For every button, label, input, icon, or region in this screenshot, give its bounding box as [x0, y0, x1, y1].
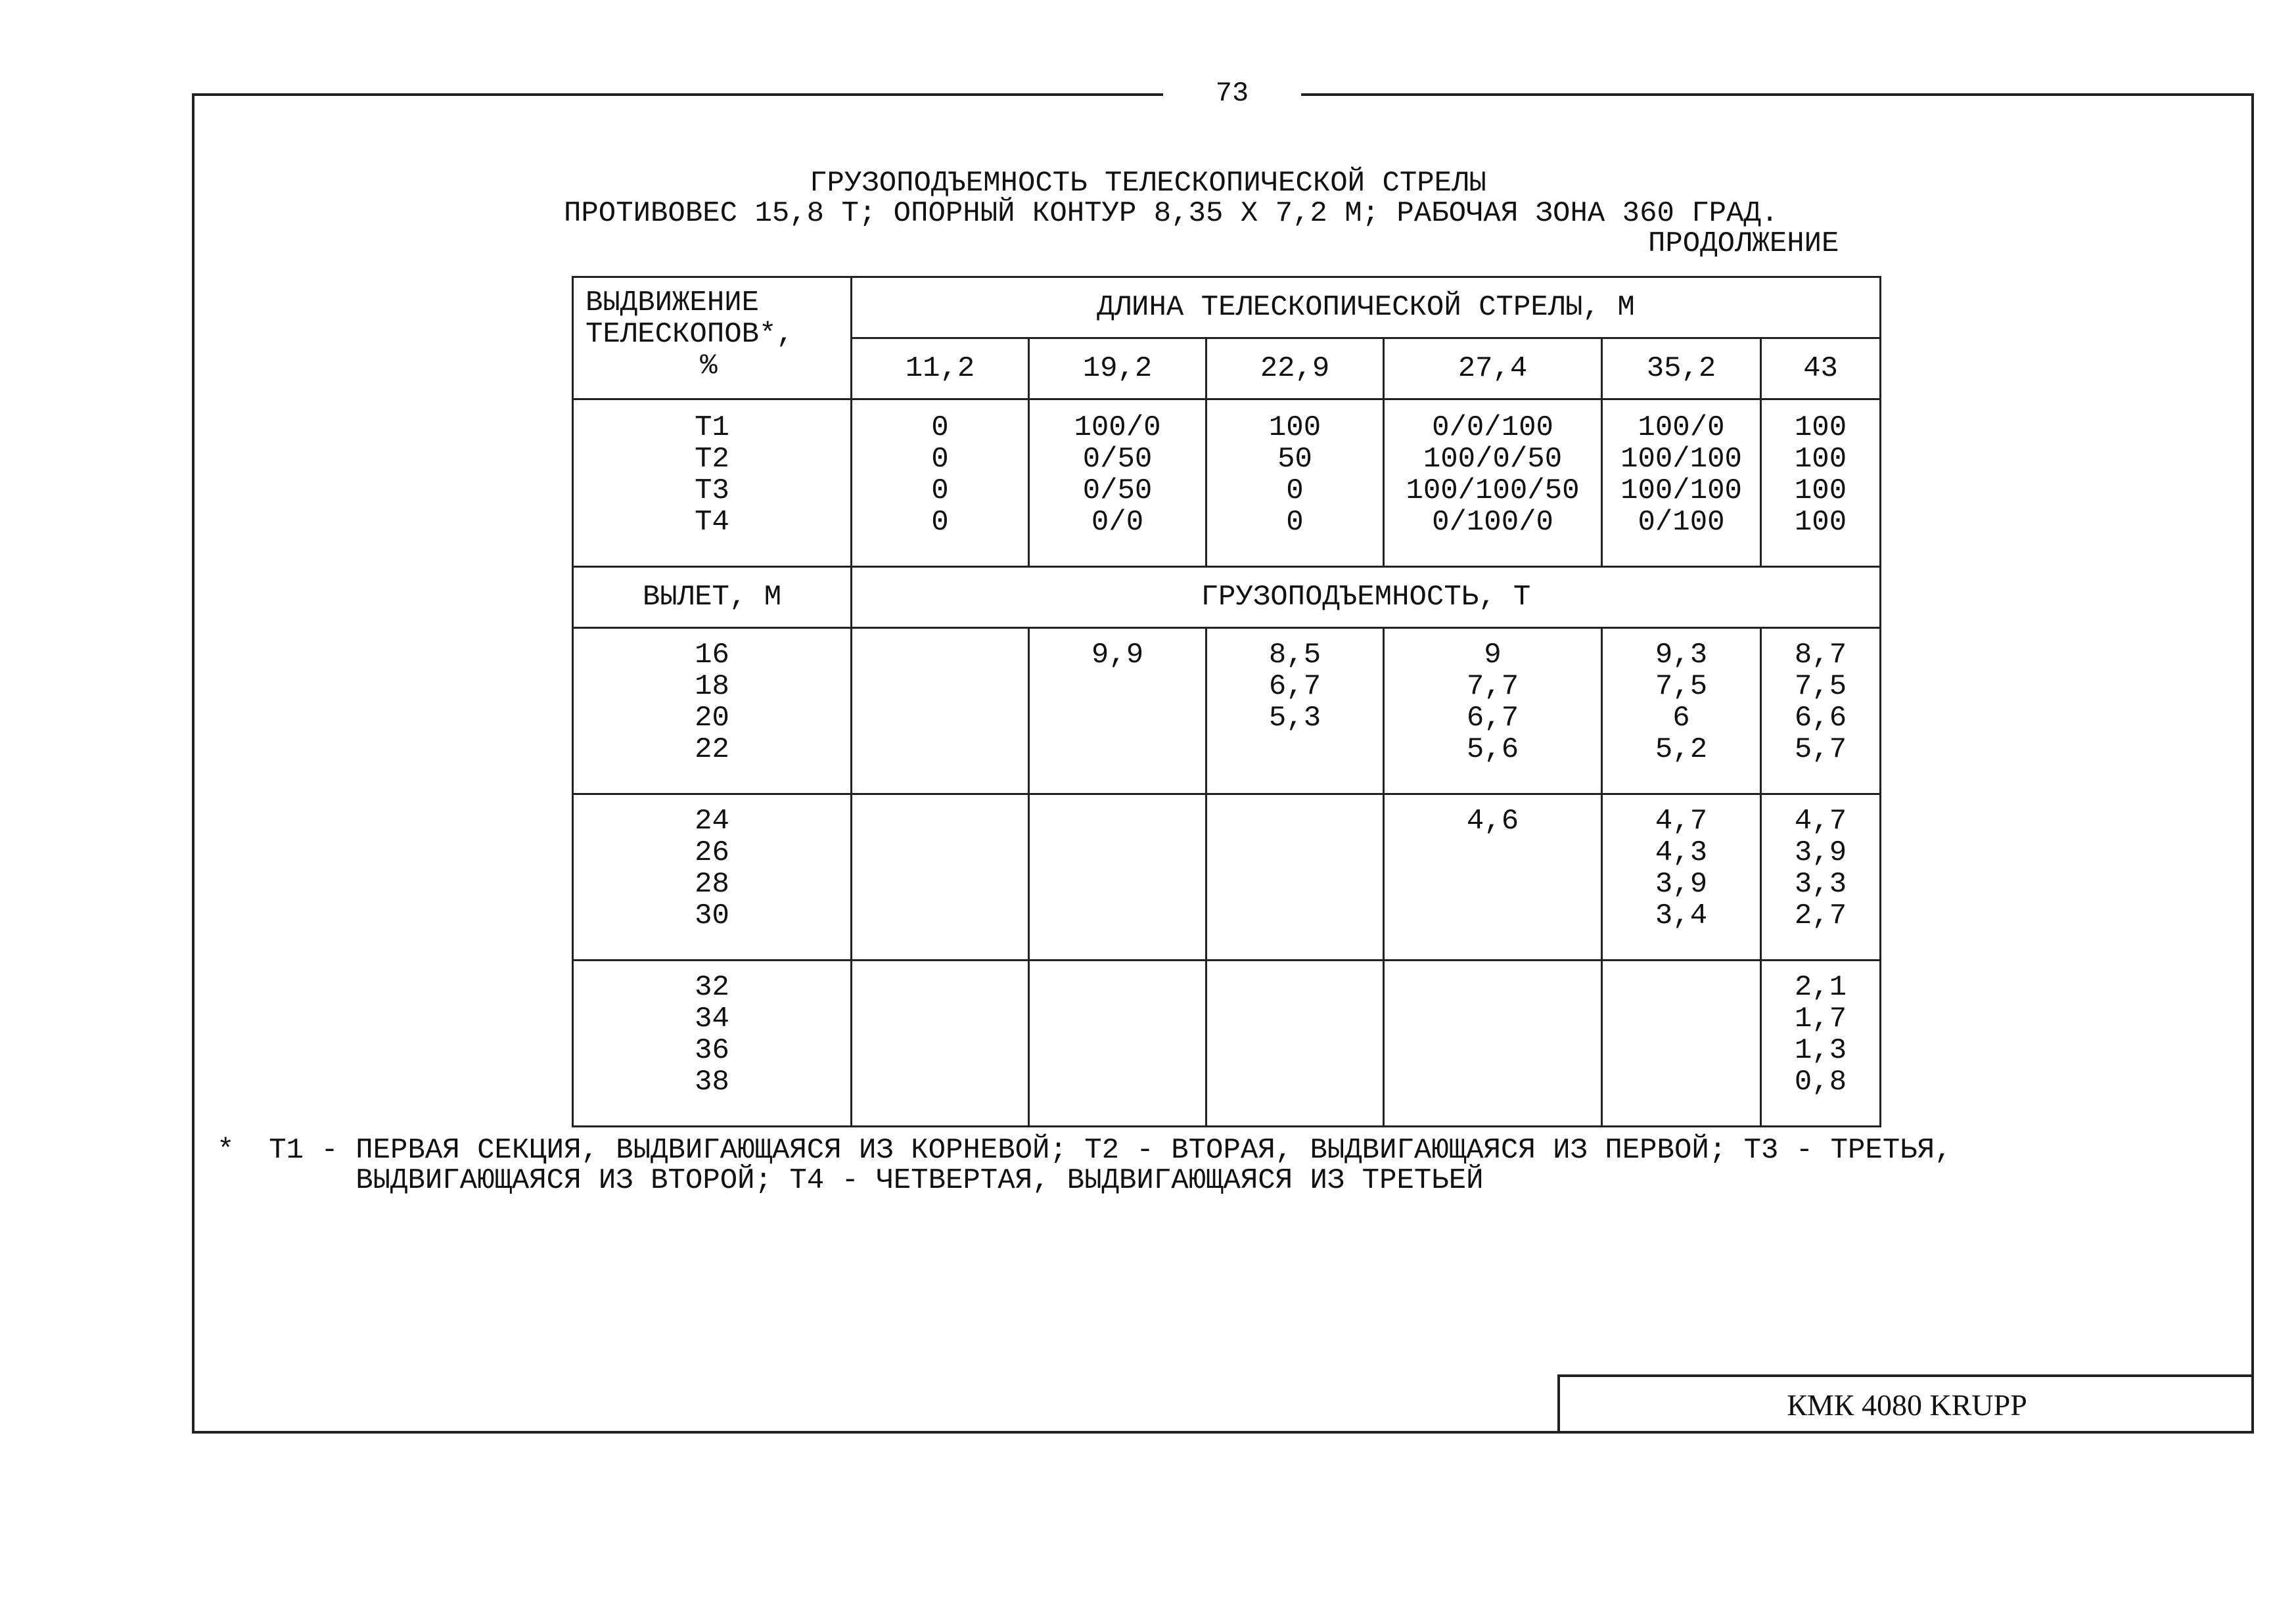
- extension-values-value: 100/0: [1074, 411, 1161, 444]
- extension-values-value: 100: [1794, 474, 1847, 507]
- section-labels-cell: [573, 399, 852, 567]
- extension-values-cell: [852, 399, 1029, 567]
- capacity-cell: [1761, 794, 1881, 961]
- extension-header-line: ВЫДВИЖЕНИЕ: [585, 286, 760, 319]
- extension-values: [1030, 412, 1205, 538]
- capacity-values: [1762, 805, 1879, 932]
- capacity-values-value: 2,7: [1794, 899, 1847, 932]
- radius-values-value: 38: [695, 1066, 729, 1098]
- extension-header-cell: [573, 277, 852, 399]
- capacity-values: [1603, 639, 1760, 765]
- extension-values-value: 0/50: [1082, 474, 1153, 507]
- footnote: [217, 1135, 1952, 1196]
- radius-values-value: 24: [695, 805, 729, 838]
- capacity-values-value: 6,7: [1466, 702, 1519, 735]
- capacity-values-value: 3,9: [1794, 836, 1847, 869]
- capacity-cell: [1602, 961, 1761, 1127]
- subheader-row: [573, 567, 1881, 628]
- capacity-cell: [1206, 628, 1384, 794]
- extension-values-value: 100: [1794, 443, 1847, 476]
- capacity-values-value: 7,7: [1466, 670, 1519, 703]
- continued-label: ПРОДОЛЖЕНИЕ: [1648, 227, 1839, 260]
- extension-values-value: 0/50: [1082, 443, 1153, 476]
- table-title: ГРУЗОПОДЪЕМНОСТЬ ТЕЛЕСКОПИЧЕСКОЙ СТРЕЛЫ: [810, 167, 1486, 200]
- capacity-values-value: 9,9: [1091, 639, 1144, 671]
- extension-values-value: 100/0/50: [1423, 443, 1563, 476]
- radius-values-value: 22: [695, 733, 729, 766]
- radius-values: [574, 805, 850, 932]
- extension-values: [1762, 412, 1879, 538]
- radius-values-value: 34: [695, 1003, 729, 1035]
- extension-header-line: ТЕЛЕСКОПОВ*,: [585, 318, 794, 351]
- capacity-cell: [1761, 961, 1881, 1127]
- radius-values: [574, 639, 850, 765]
- radius-values-value: 28: [695, 868, 729, 901]
- radius-header-cell: ВЫЛЕТ, М: [573, 567, 852, 628]
- extension-values: [852, 412, 1028, 538]
- extension-values-cell: [1206, 399, 1384, 567]
- extension-values-value: 0: [931, 443, 949, 476]
- extension-values-value: 0: [931, 411, 949, 444]
- section-labels-value: Т2: [695, 443, 729, 476]
- section-labels-value: Т1: [695, 411, 729, 444]
- capacity-values: [1762, 639, 1879, 765]
- capacity-values: [1762, 972, 1879, 1098]
- extension-values-cell: [1029, 399, 1206, 567]
- capacity-cell: [1384, 628, 1602, 794]
- radius-values-value: 32: [695, 971, 729, 1004]
- capacity-values-value: 5,7: [1794, 733, 1847, 766]
- extension-values-value: 100/100: [1620, 474, 1742, 507]
- capacity-values-value: 6,7: [1268, 670, 1321, 703]
- capacity-values-value: 4,6: [1466, 805, 1519, 838]
- capacity-group-row: [573, 794, 1881, 961]
- capacity-cell: [1206, 961, 1384, 1127]
- radius-values-value: 16: [695, 639, 729, 671]
- radius-values-value: 26: [695, 836, 729, 869]
- capacity-cell: [1384, 961, 1602, 1127]
- capacity-values-value: 6,6: [1794, 702, 1847, 735]
- capacity-values-value: 4,7: [1655, 805, 1708, 838]
- extension-values: [1603, 412, 1760, 538]
- capacity-values: [1385, 805, 1601, 837]
- section-labels: [574, 412, 850, 538]
- extension-values-value: 100/100: [1620, 443, 1742, 476]
- footnote-line-2: ВЫДВИГАЮЩАЯСЯ ИЗ ВТОРОЙ; Т4 - ЧЕТВЕРТАЯ, ВЫДВИГАЮЩАЯСЯ ИЗ ТРЕТЬЕЙ: [217, 1164, 1484, 1197]
- capacity-cell: [852, 628, 1029, 794]
- extension-values-value: 0/0/100: [1432, 411, 1553, 444]
- capacity-values-value: 9,3: [1655, 639, 1708, 671]
- extension-values-value: 50: [1277, 443, 1312, 476]
- capacity-cell: [1602, 628, 1761, 794]
- extensions-row: [573, 399, 1881, 567]
- extension-values-value: 100: [1794, 411, 1847, 444]
- capacity-values-value: 0,8: [1794, 1066, 1847, 1098]
- radius-cell: [573, 794, 852, 961]
- capacity-header-cell: ГРУЗОПОДЪЕМНОСТЬ, Т: [852, 567, 1881, 628]
- capacity-values: [1603, 805, 1760, 932]
- radius-values-value: 30: [695, 899, 729, 932]
- footnote-line-1: * Т1 - ПЕРВАЯ СЕКЦИЯ, ВЫДВИГАЮЩАЯСЯ ИЗ КОРНЕВОЙ; Т2 - ВТОРАЯ, ВЫДВИГАЮЩАЯСЯ ИЗ ПЕРВОЙ; Т3 - ТРЕТЬЯ,: [217, 1134, 1952, 1167]
- extension-values-value: 100: [1268, 411, 1321, 444]
- extension-values-value: 0: [931, 506, 949, 539]
- radius-values-value: 36: [695, 1034, 729, 1067]
- capacity-values: [1207, 639, 1383, 734]
- extension-values-value: 100: [1794, 506, 1847, 539]
- radius-values-value: 18: [695, 670, 729, 703]
- extension-values-value: 0: [1286, 506, 1304, 539]
- extension-values-value: 0/100: [1638, 506, 1725, 539]
- capacity-group-row: [573, 628, 1881, 794]
- capacity-values-value: 5,6: [1466, 733, 1519, 766]
- capacity-values-value: 3,9: [1655, 868, 1708, 901]
- extension-values-value: 100/0: [1638, 411, 1725, 444]
- capacity-cell: [1029, 961, 1206, 1127]
- section-labels-value: Т3: [695, 474, 729, 507]
- boom-length-cell: 11,2: [852, 338, 1029, 399]
- capacity-values-value: 3,3: [1794, 868, 1847, 901]
- capacity-cell: [852, 794, 1029, 961]
- table-subtitle: ПРОТИВОВЕС 15,8 Т; ОПОРНЫЙ КОНТУР 8,35 X 7,2 М; РАБОЧАЯ ЗОНА 360 ГРАД.: [564, 197, 1779, 230]
- header-row: [573, 277, 1881, 338]
- capacity-values-value: 8,5: [1268, 639, 1321, 671]
- section-labels-value: Т4: [695, 506, 729, 539]
- title-block: [1557, 1374, 2254, 1434]
- capacity-values-value: 9: [1484, 639, 1502, 671]
- boom-length-cell: 19,2: [1029, 338, 1206, 399]
- capacity-cell: [1029, 628, 1206, 794]
- capacity-values-value: 5,3: [1268, 702, 1321, 735]
- capacity-values-value: 3,4: [1655, 899, 1708, 932]
- radius-values: [574, 972, 850, 1098]
- document-code: КМК 4080 KRUPP: [1787, 1388, 2027, 1422]
- extension-values-value: 0/100/0: [1432, 506, 1553, 539]
- boom-length-cell: 27,4: [1384, 338, 1602, 399]
- extension-values-value: 0/0: [1091, 506, 1144, 539]
- extension-values-value: 0: [931, 474, 949, 507]
- extension-values: [1207, 412, 1383, 538]
- load-capacity-table: [572, 276, 1881, 1127]
- extension-values: [1385, 412, 1601, 538]
- extension-values-cell: [1384, 399, 1602, 567]
- boom-length-cell: 22,9: [1206, 338, 1384, 399]
- boom-length-cell: 43: [1761, 338, 1881, 399]
- capacity-cell: [852, 961, 1029, 1127]
- capacity-values-value: 6: [1672, 702, 1690, 735]
- capacity-values: [1385, 639, 1601, 765]
- radius-cell: [573, 961, 852, 1127]
- capacity-cell: [1761, 628, 1881, 794]
- capacity-group-row: [573, 961, 1881, 1127]
- capacity-cell: [1206, 794, 1384, 961]
- capacity-cell: [1602, 794, 1761, 961]
- capacity-values-value: 5,2: [1655, 733, 1708, 766]
- capacity-values: [1030, 639, 1205, 671]
- capacity-values-value: 1,7: [1794, 1003, 1847, 1035]
- radius-values-value: 20: [695, 702, 729, 735]
- extension-values-value: 0: [1286, 474, 1304, 507]
- extension-values-value: 100/100/50: [1406, 474, 1580, 507]
- capacity-cell: [1029, 794, 1206, 961]
- capacity-values-value: 4,3: [1655, 836, 1708, 869]
- capacity-values-value: 8,7: [1794, 639, 1847, 671]
- capacity-values-value: 4,7: [1794, 805, 1847, 838]
- page-number: 73: [1163, 74, 1301, 113]
- capacity-values-value: 7,5: [1794, 670, 1847, 703]
- extension-header-line: %: [700, 350, 718, 382]
- radius-cell: [573, 628, 852, 794]
- length-header-cell: ДЛИНА ТЕЛЕСКОПИЧЕСКОЙ СТРЕЛЫ, М: [852, 277, 1881, 338]
- extension-values-cell: [1602, 399, 1761, 567]
- capacity-values-value: 1,3: [1794, 1034, 1847, 1067]
- extension-values-cell: [1761, 399, 1881, 567]
- capacity-values-value: 2,1: [1794, 971, 1847, 1004]
- capacity-values-value: 7,5: [1655, 670, 1708, 703]
- capacity-cell: [1384, 794, 1602, 961]
- boom-length-cell: 35,2: [1602, 338, 1761, 399]
